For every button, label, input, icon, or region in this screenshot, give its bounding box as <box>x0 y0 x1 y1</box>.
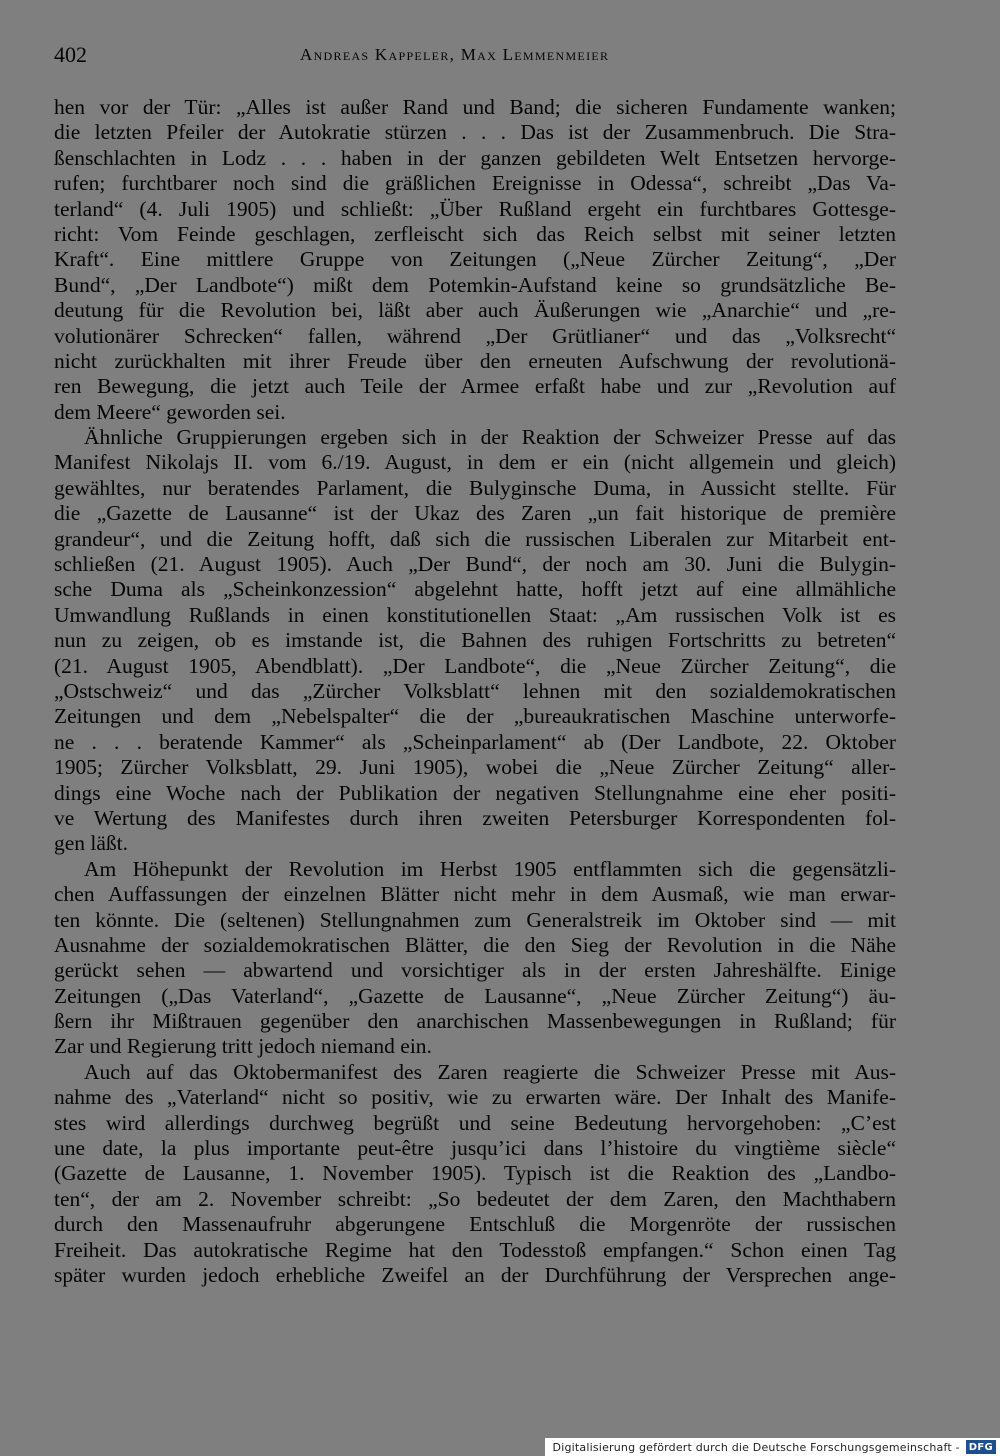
text-line: durch den Massenaufruhr abgerungene Entschluß die Morgenröte der russischen <box>54 1212 896 1237</box>
text-line: schließen (21. August 1905). Auch „Der Bund“, der noch am 30. Juni die Bulygin- <box>54 552 896 577</box>
text-line: stes wird allerdings durchweg begrüßt und seine Bedeutung hervorgehoben: „C’est <box>54 1110 896 1135</box>
text-line: deutung für die Revolution bei, läßt aber auch Äußerungen wie „Anarchie“ und „re- <box>54 298 896 323</box>
text-line: nicht zurückhalten mit ihrer Freude über den erneuten Aufschwung der revolutionä- <box>54 348 896 373</box>
text-line: ren Bewegung, die jetzt auch Teile der Armee erfaßt habe und zur „Revolution auf <box>54 374 896 399</box>
text-line: ten“, der am 2. November schreibt: „So bedeutet der dem Zaren, den Machthabern <box>54 1186 896 1211</box>
text-line: chen Auffassungen der einzelnen Blätter nicht mehr in dem Ausmaß, wie man erwar- <box>54 882 896 907</box>
page-header <box>54 42 894 72</box>
text-line: grandeur“, und die Zeitung hofft, daß sich die russischen Liberalen zur Mitarbeit ent- <box>54 526 896 551</box>
text-line: volutionärer Schrecken“ fallen, während „Der Grütlianer“ und das „Volksrecht“ <box>54 323 896 348</box>
text-line: Freiheit. Das autokratische Regime hat den Todesstoß empfangen.“ Schon einen Tag <box>54 1237 896 1262</box>
text-line: gewähltes, nur beratendes Parlament, die Bulyginsche Duma, in Aussicht stellte. Für <box>54 475 896 500</box>
text-line: ßern ihr Mißtrauen gegenüber den anarchischen Massenbewegungen in Rußland; für <box>54 1009 896 1034</box>
text-line: „Ostschweiz“ und das „Zürcher Volksblatt“ lehnen mit den sozialdemokratischen <box>54 678 896 703</box>
text-line: dem Meere“ geworden sei. <box>54 399 286 424</box>
text-line: Zeitungen („Das Vaterland“, „Gazette de Lausanne“, „Neue Zürcher Zeitung“) äu- <box>54 983 896 1008</box>
text-line: sche Duma als „Scheinkonzession“ abgelehnt hatte, hofft jetzt auf eine allmähliche <box>54 577 896 602</box>
text-line: dings eine Woche nach der Publikation der negativen Stellungnahme eine eher positi- <box>54 780 896 805</box>
text-line: Ähnliche Gruppierungen ergeben sich in der Reaktion der Schweizer Presse auf das <box>84 425 896 450</box>
text-line: Kraft“. Eine mittlere Gruppe von Zeitungen („Neue Zürcher Zeitung“, „Der <box>54 247 896 272</box>
text-line: Umwandlung Rußlands in einen konstitutionellen Staat: „Am russischen Volk ist es <box>54 602 896 627</box>
digitization-credit <box>545 1438 1000 1456</box>
text-line: (21. August 1905, Abendblatt). „Der Landbote“, die „Neue Zürcher Zeitung“, die <box>54 653 896 678</box>
credit-text: Digitalisierung gefördert durch die Deutsche Forschungsgemeinschaft - <box>552 1440 960 1454</box>
text-line: Zeitungen und dem „Nebelspalter“ die der „bureaukratischen Maschine unterworfe- <box>54 704 896 729</box>
text-line: hen vor der Tür: „Alles ist außer Rand und Band; die sicheren Fundamente wanken; <box>54 95 896 119</box>
text-line: gen läßt. <box>54 831 129 856</box>
text-line: (Gazette de Lausanne, 1. November 1905). Typisch ist die Reaktion des „Landbo- <box>54 1161 896 1186</box>
text-line: Bund“, „Der Landbote“) mißt dem Potemkin-Aufstand keine so grundsätzliche Be- <box>54 272 896 297</box>
text-line: Ausnahme der sozialdemokratischen Blätter, die den Sieg der Revolution in die Nähe <box>54 932 896 957</box>
text-line: später wurden jedoch erhebliche Zweifel an der Durchführung der Versprechen ange- <box>54 1262 896 1287</box>
text-line: ne . . . beratende Kammer“ als „Scheinparlament“ ab (Der Landbote, 22. Oktober <box>54 729 896 754</box>
text-line: gerückt sehen — abwartend und vorsichtiger als in der ersten Jahreshälfte. Einige <box>54 958 896 983</box>
text-line: Manifest Nikolajs II. vom 6./19. August, in dem er ein (nicht allgemein und gleich) <box>54 450 896 475</box>
text-line: richt: Vom Feinde geschlagen, zerfleischt sich das Reich selbst mit seiner letzten <box>54 221 896 246</box>
text-line: terland“ (4. Juli 1905) und schließt: „Über Rußland ergeht ein furchtbares Gottesge- <box>54 196 896 221</box>
text-line: nun zu zeigen, ob es imstande ist, die Bahnen des ruhigen Fortschritts zu betreten“ <box>54 628 896 653</box>
text-line: ßenschlachten in Lodz . . . haben in der ganzen gebildeten Welt Entsetzen hervorge- <box>54 145 896 170</box>
body-text <box>54 95 896 1288</box>
dfg-logo-icon: DFG <box>966 1440 996 1454</box>
text-line: Auch auf das Oktobermanifest des Zaren reagierte die Schweizer Presse mit Aus- <box>84 1059 896 1084</box>
text-line: nahme des „Vaterland“ nicht so positiv, wie zu erwarten wäre. Der Inhalt des Manife- <box>54 1085 896 1110</box>
text-line: ten könnte. Die (seltenen) Stellungnahmen zum Generalstreik im Oktober sind — mit <box>54 907 896 932</box>
text-line: une date, la plus importante peut-être jusqu’ici dans l’histoire du vingtième siècle“ <box>54 1136 896 1161</box>
text-line: die letzten Pfeiler der Autokratie stürzen . . . Das ist der Zusammenbruch. Die Stra- <box>54 120 896 145</box>
text-line: 1905; Zürcher Volksblatt, 29. Juni 1905), wobei die „Neue Zürcher Zeitung“ aller- <box>54 755 896 780</box>
text-line: rufen; furchtbarer noch sind die gräßlichen Ereignisse in Odessa“, schreibt „Das Va- <box>54 171 896 196</box>
text-line: ve Wertung des Manifestes durch ihren zweiten Petersburger Korrespondenten fol- <box>54 805 896 830</box>
text-line: Am Höhepunkt der Revolution im Herbst 1905 entflammten sich die gegensätzli- <box>84 856 896 881</box>
page-number: 402 <box>54 42 87 67</box>
running-head: Andreas Kappeler, Max Lemmenmeier <box>300 45 610 64</box>
text-line: die „Gazette de Lausanne“ ist der Ukaz des Zaren „un fait historique de première <box>54 501 896 526</box>
text-line: Zar und Regierung tritt jedoch niemand ein. <box>54 1034 432 1059</box>
